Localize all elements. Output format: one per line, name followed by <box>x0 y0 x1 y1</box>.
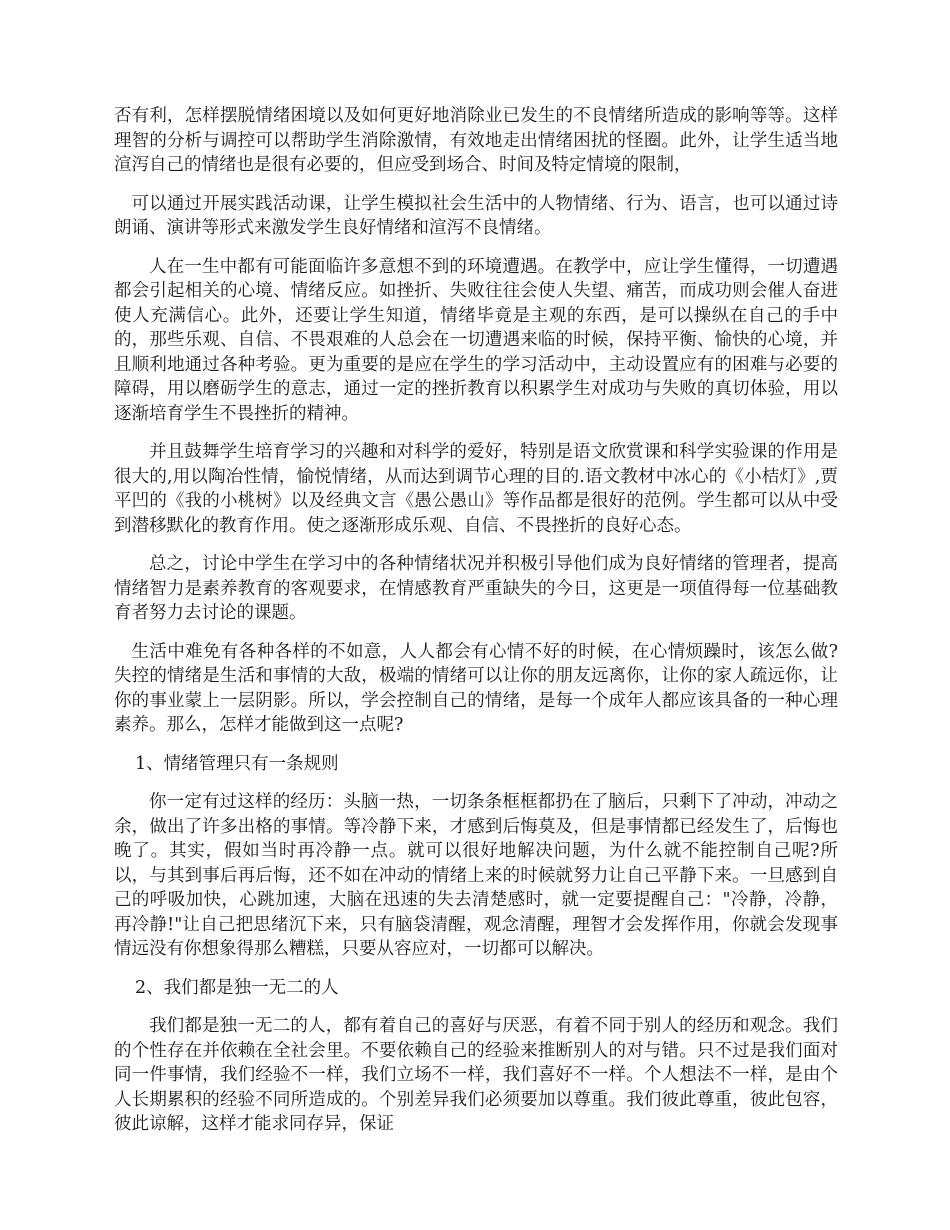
section-heading: 1、情绪管理只有一条规则 <box>135 753 339 774</box>
paragraph: 我们都是独一无二的人，都有着自己的喜好与厌恶，有着不同于别人的经历和观念。我们的个性存在并依赖在全社会里。不要依赖自己的经验来推断别人的对与错。只不过是我们面对同一件事情，我们经验不一样，我们立场不一样，我们喜好不一样。个人想法不一样，是由个人长期累积的经验不同所造成的。个别差异我们必须要加以尊重。我们彼此尊重，彼此包容，彼此谅解，这样才能求同存异，保证 <box>114 1016 838 1134</box>
document-page <box>114 104 838 1151</box>
paragraph: 总之，讨论中学生在学习中的各种情绪状况并积极引导他们成为良好情绪的管理者，提高情绪智力是素养教育的客观要求，在情感教育严重缺失的今日，这更是一项值得每一位基础教育者努力去讨论的课题。 <box>114 554 838 623</box>
paragraph: 并且鼓舞学生培育学习的兴趣和对科学的爱好，特别是语文欣赏课和科学实验课的作用是很大的,用以陶冶性情，愉悦情绪，从而达到调节心理的目的.语文教材中冰心的《小桔灯》,贾平凹的《我的小桃树》以及经典文言《愚公愚山》等作品都是很好的范例。学生都可以从中受到潜移默化的教育作用。使之逐渐形成乐观、自信、不畏挫折的良好心态。 <box>114 442 838 536</box>
paragraph: 你一定有过这样的经历：头脑一热，一切条条框框都扔在了脑后，只剩下了冲动，冲动之余，做出了许多出格的事情。等冷静下来，才感到后悔莫及，但是事情都已经发生了，后悔也晚了。其实，假如当时再冷静一点。就可以很好地解决问题，为什么就不能控制自己呢?所以，与其到事后再后悔，还不如在冲动的情绪上来的时候就努力让自己平静下来。一旦感到自己的呼吸加快，心跳加速，大脑在迅速的失去清楚感时，就一定要提醒自己："冷静，冷静，再冷静!"让自己把思绪沉下来，只有脑袋清醒，观念清醒，理智才会发挥作用，你就会发现事情远没有你想象得那么糟糕，只要从容应对，一切都可以解决。 <box>114 792 838 959</box>
paragraph: 人在一生中都有可能面临许多意想不到的环境遭遇。在教学中，应让学生懂得，一切遭遇都会引起相关的心境、情绪反应。如挫折、失败往往会使人失望、痛苦，而成功则会催人奋进使人充满信心。此外，还要让学生知道，情绪毕竟是主观的东西，是可以操纵在自己的手中的，那些乐观、自信、不畏艰难的人总会在一切遭遇来临的时候，保持平衡、愉快的心境，并且顺利地通过各种考验。更为重要的是应在学生的学习活动中，主动设置应有的困难与必要的障碍，用以磨砺学生的意志，通过一定的挫折教育以积累学生对成功与失败的真切体验，用以逐渐培育学生不畏挫折的精神。 <box>114 256 838 424</box>
section-heading: 2、我们都是独一无二的人 <box>135 977 339 998</box>
paragraph: 生活中难免有各种各样的不如意，人人都会有心情不好的时候，在心情烦躁时，该怎么做?失控的情绪是生活和事情的大敌，极端的情绪可以让你的朋友远离你，让你的家人疏远你，让你的事业蒙上一层阴影。所以，学会控制自己的情绪，是每一个成年人都应该具备的一种心理素养。那么，怎样才能做到这一点呢? <box>114 641 838 735</box>
paragraph: 可以通过开展实践活动课，让学生模拟社会生活中的人物情绪、行为、语言，也可以通过诗朗诵、演讲等形式来激发学生良好情绪和渲泻不良情绪。 <box>114 193 838 238</box>
paragraph: 否有利，怎样摆脱情绪困境以及如何更好地消除业已发生的不良情绪所造成的影响等等。这样理智的分析与调控可以帮助学生消除激情，有效地走出情绪困扰的怪圈。此外，让学生适当地渲泻自己的情绪也是很有必要的，但应受到场合、时间及特定情境的限制， <box>114 106 838 175</box>
